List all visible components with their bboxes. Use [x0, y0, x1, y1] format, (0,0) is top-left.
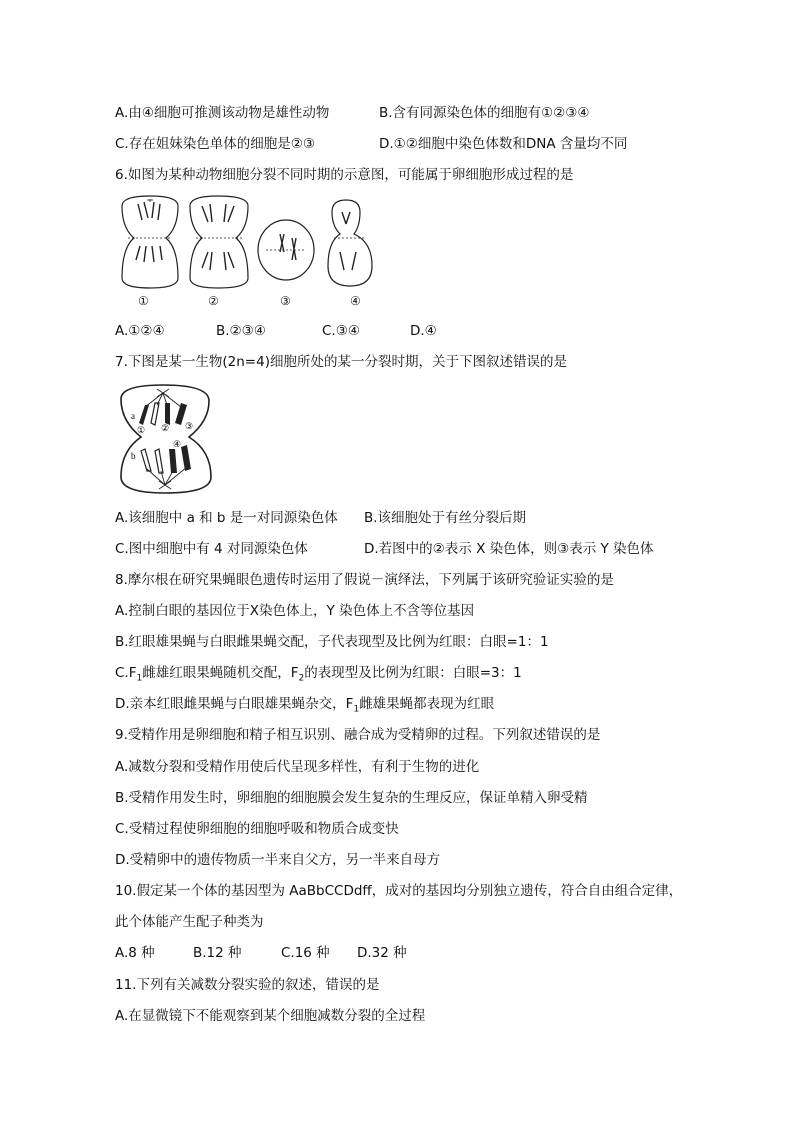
q7-label-a: a — [131, 411, 135, 421]
q7-label-3: ③ — [185, 422, 194, 432]
q11-option-a: A.在显微镜下不能观察到某个细胞减数分裂的全过程 — [115, 1008, 426, 1024]
cell-2-outline — [190, 196, 248, 288]
q6-option-d: D.④ — [410, 323, 437, 339]
q5-option-a: A.由④细胞可推测该动物是雄性动物 — [115, 105, 330, 121]
q5-option-c: C.存在姐妹染色单体的细胞是②③ — [115, 136, 315, 152]
q5-option-b: B.含有同源染色体的细胞有①②③④ — [379, 105, 590, 121]
q7-label-1: ① — [137, 426, 146, 436]
q6-cell-label-1: ① — [138, 294, 149, 308]
q10-stem-line1: 10.假定某一个体的基因型为 AaBbCCDdff，成对的基因均分别独立遗传，符合自由组合定律， — [115, 883, 683, 899]
q6-option-b: B.②③④ — [216, 323, 266, 339]
q10-option-b: B.12 种 — [193, 945, 242, 961]
q6-cell-label-3: ③ — [280, 294, 291, 308]
q7-label-4: ④ — [173, 440, 182, 450]
q8-option-a: A.控制白眼的基因位于X染色体上，Y 染色体上不含等位基因 — [115, 603, 475, 619]
q7-option-a: A.该细胞中 a 和 b 是一对同源染色体 — [115, 510, 338, 526]
q5-option-d: D.①②细胞中染色体数和DNA 含量均不同 — [379, 136, 628, 152]
q7-option-b: B.该细胞处于有丝分裂后期 — [364, 510, 527, 526]
q10-option-c: C.16 种 — [281, 945, 330, 961]
q10-option-a: A.8 种 — [115, 945, 155, 961]
q7-label-b: b — [131, 451, 136, 461]
cell-1-outline — [122, 196, 178, 288]
q10-stem-line2: 此个体能产生配子种类为 — [115, 914, 264, 930]
q9-option-b: B.受精作用发生时，卵细胞的细胞膜会发生复杂的生理反应，保证单精入卵受精 — [115, 790, 588, 806]
q6-figure — [114, 194, 394, 292]
q6-option-a: A.①②④ — [115, 323, 165, 339]
q7-figure — [115, 381, 215, 497]
q6-stem: 6.如图为某种动物细胞分裂不同时期的示意图，可能属于卵细胞形成过程的是 — [115, 167, 574, 183]
q6-option-c: C.③④ — [322, 323, 360, 339]
q6-cells-diagram — [114, 194, 394, 292]
q7-option-d: D.若图中的②表示 X 染色体，则③表示 Y 染色体 — [364, 541, 654, 557]
q9-option-c: C.受精过程使卵细胞的细胞呼吸和物质合成变快 — [115, 821, 399, 837]
q6-cell-label-2: ② — [208, 294, 219, 308]
q8-option-b: B.红眼雄果蝇与白眼雌果蝇交配，子代表现型及比例为红眼：白眼=1：1 — [115, 634, 549, 650]
q7-option-c: C.图中细胞中有 4 对同源染色体 — [115, 541, 308, 557]
q8-option-c: $C.F_1$雌雄红眼果蝇随机交配，$F_2$的表现型及比例为红眼：白眼=3：1 — [115, 665, 522, 684]
q9-stem: 9.受精作用是卵细胞和精子相互识别、融合成为受精卵的过程。下列叙述错误的是 — [115, 727, 601, 743]
q7-label-2: ② — [161, 424, 170, 434]
q10-option-d: D.32 种 — [357, 945, 407, 961]
q7-cell-diagram — [115, 381, 215, 497]
q11-stem: 11.下列有关减数分裂实验的叙述，错误的是 — [115, 977, 380, 993]
q8-stem: 8.摩尔根在研究果蝇眼色遗传时运用了假说－演绎法，下列属于该研究验证实验的是 — [115, 572, 614, 588]
q6-cell-label-4: ④ — [350, 294, 361, 308]
q9-option-a: A.减数分裂和受精作用使后代呈现多样性，有利于生物的进化 — [115, 759, 480, 775]
q8-option-d: D.亲本红眼雌果蝇与白眼雄果蝇杂交，$F_1$雌雄果蝇都表现为红眼 — [115, 696, 495, 715]
q7-stem: 7.下图是某一生物(2n=4)细胞所处的某一分裂时期，关于下图叙述错误的是 — [115, 354, 567, 370]
q9-option-d: D.受精卵中的遗传物质一半来自父方，另一半来自母方 — [115, 852, 441, 868]
